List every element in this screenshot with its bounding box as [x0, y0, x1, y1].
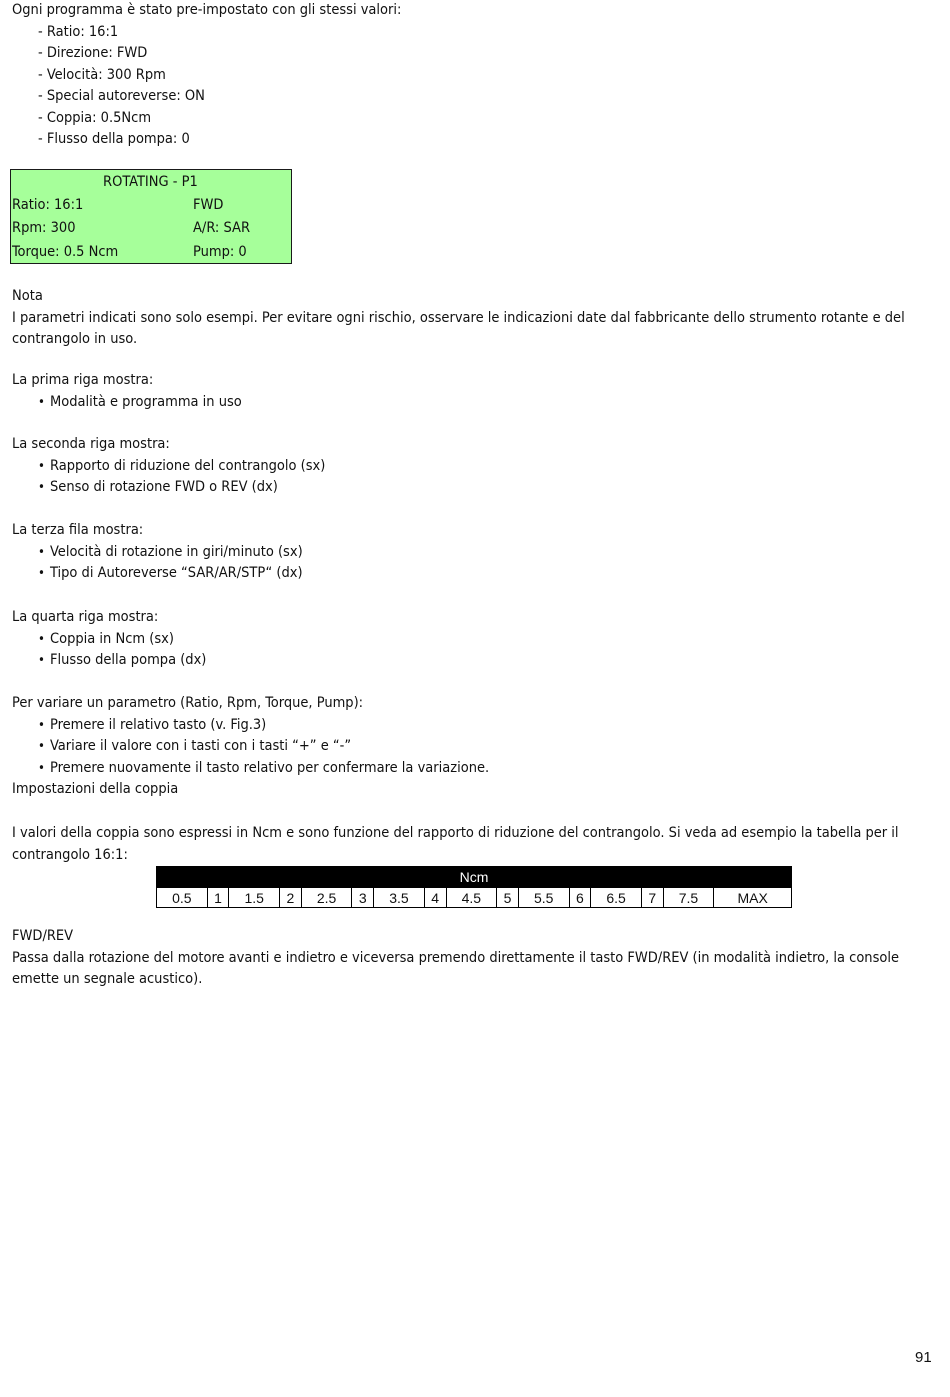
table-cell: 6.5: [591, 888, 642, 908]
table-cell: 2.5: [301, 888, 352, 908]
table-cell: 3.5: [374, 888, 425, 908]
row3-section: [12, 520, 937, 585]
fwdrev-title: FWD/REV: [12, 928, 74, 944]
torque-title: Impostazioni della coppia: [12, 781, 179, 797]
list-item: • Senso di rotazione FWD o REV (dx): [38, 477, 937, 499]
vary-section: [12, 693, 937, 801]
table-cell: 0.5: [157, 888, 208, 908]
fwdrev-text: Passa dalla rotazione del motore avanti e indietro e viceversa premendo direttamente il tasto FWD/REV (in modalità indietro, la console emette un segnale acustico).: [12, 949, 900, 987]
torque-text: I valori della coppia sono espressi in Ncm e sono funzione del rapporto di riduzione del contrangolo. Si veda ad esempio la tabella per il contrangolo 16:1:: [12, 825, 899, 863]
list-item: • Coppia in Ncm (sx): [38, 629, 937, 651]
row1-list: [12, 392, 937, 414]
list-item: • Flusso della pompa (dx): [38, 650, 937, 672]
row4-list: [12, 629, 937, 672]
intro-heading: Ogni programma è stato pre-impostato con gli stessi valori:: [12, 2, 402, 18]
list-item: • Premere nuovamente il tasto relativo per confermare la variazione.: [38, 758, 937, 780]
list-item: • Modalità e programma in uso: [38, 392, 937, 414]
intro-item: - Coppia: 0.5Ncm: [38, 108, 401, 130]
intro-item: - Velocità: 300 Rpm: [38, 65, 401, 87]
table-cell: 4: [424, 888, 446, 908]
row2-heading: La seconda riga mostra:: [12, 436, 170, 452]
list-item: • Tipo di Autoreverse “SAR/AR/STP“ (dx): [38, 563, 937, 585]
table-cell: 1.5: [229, 888, 280, 908]
lcd-display: [10, 169, 292, 264]
intro-list: [12, 22, 401, 151]
note-text: I parametri indicati sono solo esempi. Per evitare ogni rischio, osservare le indicazioni date dal fabbricante dello strumento rotante e del contrangolo in uso.: [12, 309, 905, 347]
row1-section: [12, 370, 937, 413]
intro-item: - Special autoreverse: ON: [38, 86, 401, 108]
lcd-direction: FWD: [193, 197, 224, 213]
table-cell: 7.5: [663, 888, 714, 908]
table-cell: 1: [207, 888, 229, 908]
table-row: [157, 888, 792, 908]
page-number: 91: [915, 1349, 932, 1366]
torque-table-header: Ncm: [157, 867, 792, 888]
intro-item: - Ratio: 16:1: [38, 22, 401, 44]
lcd-row: [11, 217, 291, 240]
table-cell: 4.5: [446, 888, 497, 908]
lcd-ratio: Ratio: 16:1: [12, 197, 84, 213]
row1-heading: La prima riga mostra:: [12, 372, 154, 388]
lcd-autoreverse: A/R: SAR: [193, 220, 251, 236]
row3-list: [12, 542, 937, 585]
table-cell: 7: [641, 888, 663, 908]
row3-heading: La terza fila mostra:: [12, 522, 144, 538]
table-cell: 2: [280, 888, 302, 908]
fwdrev-section: [12, 926, 937, 991]
lcd-row: [11, 241, 291, 264]
vary-heading: Per variare un parametro (Ratio, Rpm, Torque, Pump):: [12, 695, 364, 711]
row2-section: [12, 434, 937, 499]
note-section: [12, 286, 937, 351]
intro-item: - Flusso della pompa: 0: [38, 129, 401, 151]
row2-list: [12, 456, 937, 499]
list-item: • Rapporto di riduzione del contrangolo (sx): [38, 456, 937, 478]
list-item: • Velocità di rotazione in giri/minuto (sx): [38, 542, 937, 564]
note-title: Nota: [12, 288, 43, 304]
lcd-row: [11, 194, 291, 217]
table-cell: 5: [497, 888, 519, 908]
list-item: • Variare il valore con i tasti con i tasti “+” e “-”: [38, 736, 937, 758]
intro-section: [12, 0, 401, 151]
table-cell: MAX: [714, 888, 792, 908]
row4-section: [12, 607, 937, 672]
lcd-rpm: Rpm: 300: [12, 220, 76, 236]
table-cell: 3: [352, 888, 374, 908]
list-item: • Premere il relativo tasto (v. Fig.3): [38, 715, 937, 737]
lcd-pump: Pump: 0: [193, 244, 247, 260]
torque-section: [12, 823, 937, 866]
intro-item: - Direzione: FWD: [38, 43, 401, 65]
table-cell: 6: [569, 888, 591, 908]
row4-heading: La quarta riga mostra:: [12, 609, 159, 625]
lcd-torque: Torque: 0.5 Ncm: [12, 244, 119, 260]
lcd-row-title: [11, 171, 291, 194]
vary-list: [12, 715, 937, 780]
torque-table: [156, 866, 792, 908]
table-cell: 5.5: [518, 888, 569, 908]
lcd-title: ROTATING - P1: [103, 174, 198, 190]
